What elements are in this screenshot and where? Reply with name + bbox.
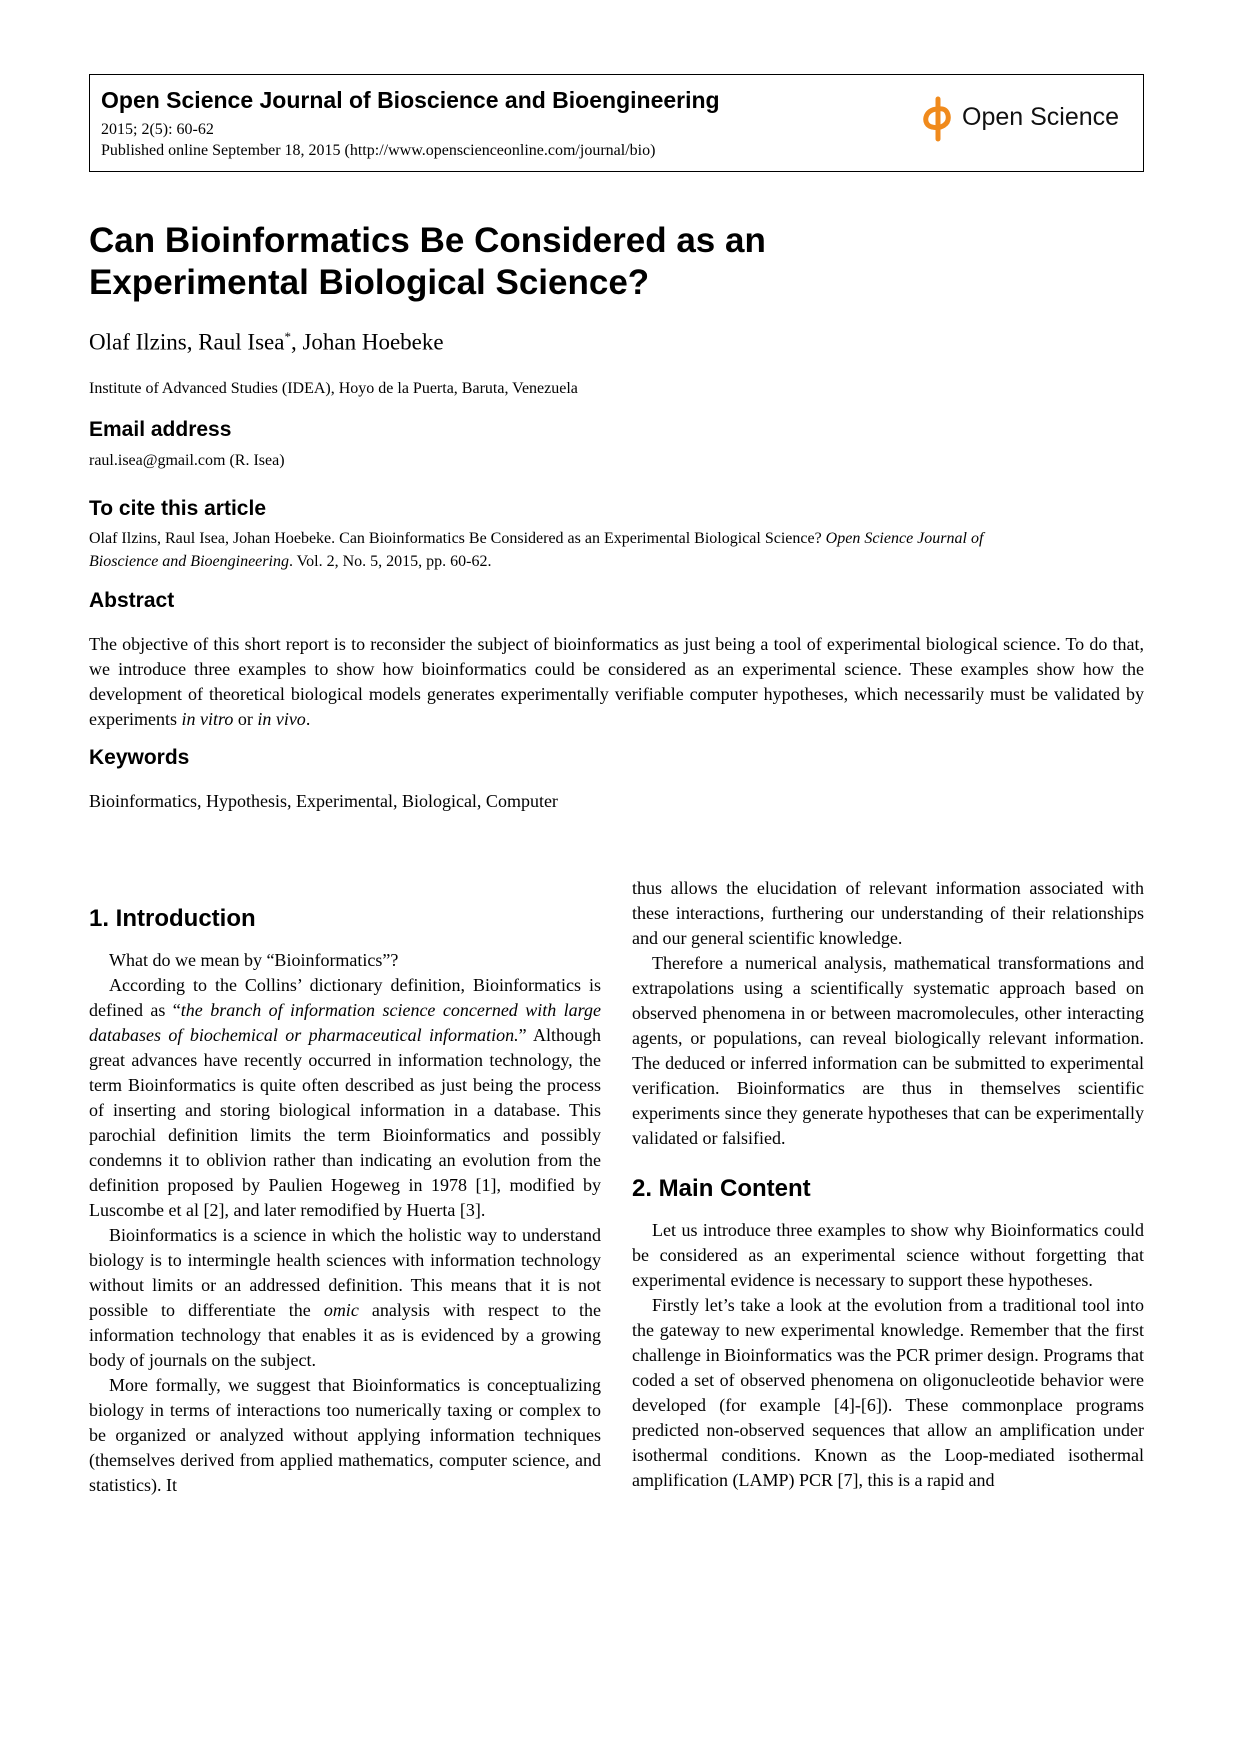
abstract-in-vivo: in vivo (257, 709, 306, 729)
email-address: raul.isea@gmail.com (R. Isea) (89, 452, 285, 469)
right-paragraph-2: Therefore a numerical analysis, mathematical transformations and extrapolations using a scientifically systematic approach based on observed phenomena in or between macromolecules, other interacting agents, or populations, can reveal biologically relevant information. The deduced or inferred information can be submitted to experimental verification. Bioinformatics are thus in themselves scientific experiments since they generate hypotheses that can be experimentally validated or falsified. (632, 953, 1144, 1148)
citation-journal-2: Bioscience and Bioengineering (89, 553, 289, 570)
citation-part-2: . Vol. 2, No. 5, 2015, pp. 60-62. (288, 553, 492, 570)
right-column (632, 876, 1144, 1493)
open-science-logo-icon (918, 95, 958, 143)
journal-issue: 2015; 2(5): 60-62 (101, 121, 214, 138)
intro-p2-part-2: ” Although great advances have recently occurred in information technology, the term Bioinformatics is quite often described as just being the process of inserting and storing biological information in a database. This parochial definition limits the term Bioinformatics and possibly condemns it to oblivion rather than indicating an evolution from the definition proposed by Paulien Hogeweg in 1978 [1], modified by Luscombe et al [2], and later remodified by Huerta [3]. (89, 1025, 601, 1220)
intro-p3-part-1: Bioinformatics is a science in which the holistic way to understand biology is to intermingle health sciences with information technology without limits or an addressed definition. This means that it is not possible to differentiate the (89, 1225, 601, 1320)
intro-paragraph-4: More formally, we suggest that Bioinformatics is conceptualizing biology in terms of interactions too numerically taxing or complex to be organized or analyzed without applying information techniques (themselves derived from applied mathematics, computer science, and statistics). It (89, 1375, 601, 1495)
intro-paragraph-2 (89, 973, 601, 1223)
journal-name: Open Science Journal of Bioscience and Bioengineering (101, 87, 720, 113)
abstract-in-vitro: in vitro (181, 709, 234, 729)
corresponding-author-mark: * (284, 329, 291, 344)
introduction-heading: 1. Introduction (89, 905, 256, 932)
main-content-heading: 2. Main Content (632, 1175, 811, 1202)
abstract-or: or (233, 709, 258, 729)
main-paragraph-1: Let us introduce three examples to show why Bioinformatics could be considered as an experimental science without forgetting that experimental evidence is necessary to support these hypotheses. (632, 1220, 1144, 1290)
authors (89, 329, 444, 356)
cite-heading: To cite this article (89, 497, 266, 520)
email-heading: Email address (89, 418, 232, 441)
intro-p2-italic: the branch of information science concerned with large databases of biochemical or pharmaceutical information. (89, 1000, 601, 1045)
abstract-text (89, 632, 1144, 732)
keywords-heading: Keywords (89, 746, 190, 769)
citation-part-1: Olaf Ilzins, Raul Isea, Johan Hoebeke. Can Bioinformatics Be Considered as an Experimental Biological Science? (89, 530, 826, 547)
keywords-text: Bioinformatics, Hypothesis, Experimental, Biological, Computer (89, 791, 558, 811)
intro-p2-part-1: According to the Collins’ dictionary definition, Bioinformatics is defined as “ (89, 975, 601, 1020)
intro-p3-italic: omic (323, 1300, 359, 1320)
article-title (89, 220, 1089, 304)
intro-p3-part-2: analysis with respect to the information technology that enables it as is evidenced by a growing body of journals on the subject. (89, 1300, 601, 1370)
publisher-logo (918, 95, 1128, 143)
intro-paragraph-3 (89, 1223, 601, 1373)
authors-part-1: Olaf Ilzins, Raul Isea (89, 329, 285, 355)
main-paragraph-2: Firstly let’s take a look at the evolution from a traditional tool into the gateway to new experimental knowledge. Remember that the first challenge in Bioinformatics was the PCR primer design. Programs that coded a set of observed phenomena on oligonucleotide behavior were developed (for example [4]-[6]). These commonplace programs predicted non-observed sequences that allow an amplification under isothermal conditions. Known as the Loop-mediated isothermal amplification (LAMP) PCR [7], this is a rapid and (632, 1295, 1144, 1490)
journal-header (89, 74, 1144, 172)
abstract-heading: Abstract (89, 589, 175, 612)
journal-published-line: Published online September 18, 2015 (http://www.openscienceonline.com/journal/bio) (101, 142, 656, 159)
citation-text (89, 527, 1144, 573)
abstract-end: . (305, 709, 311, 729)
affiliation: Institute of Advanced Studies (IDEA), Hoyo de la Puerta, Baruta, Venezuela (89, 380, 578, 397)
intro-paragraph-1: What do we mean by “Bioinformatics”? (109, 950, 399, 970)
citation-journal-1: Open Science Journal of (825, 530, 984, 547)
abstract-part-1: The objective of this short report is to reconsider the subject of bioinformatics as just being a tool of experimental biological science. To do that, we introduce three examples to show how bioinformatics could be considered as an experimental science. These examples show how the development of theoretical biological models generates experimentally verifiable computer hypotheses, which necessarily must be validated by experiments (89, 634, 1144, 729)
authors-part-2: , Johan Hoebeke (290, 329, 444, 355)
right-paragraph-1: thus allows the elucidation of relevant information associated with these interactions, furthering our understanding of their relationships and our general scientific knowledge. (632, 878, 1144, 948)
left-column (89, 904, 601, 1498)
article-title-line-2: Experimental Biological Science? (89, 263, 650, 302)
publisher-logo-text: Open Science (962, 103, 1120, 131)
article-title-line-1: Can Bioinformatics Be Considered as an (89, 221, 766, 260)
